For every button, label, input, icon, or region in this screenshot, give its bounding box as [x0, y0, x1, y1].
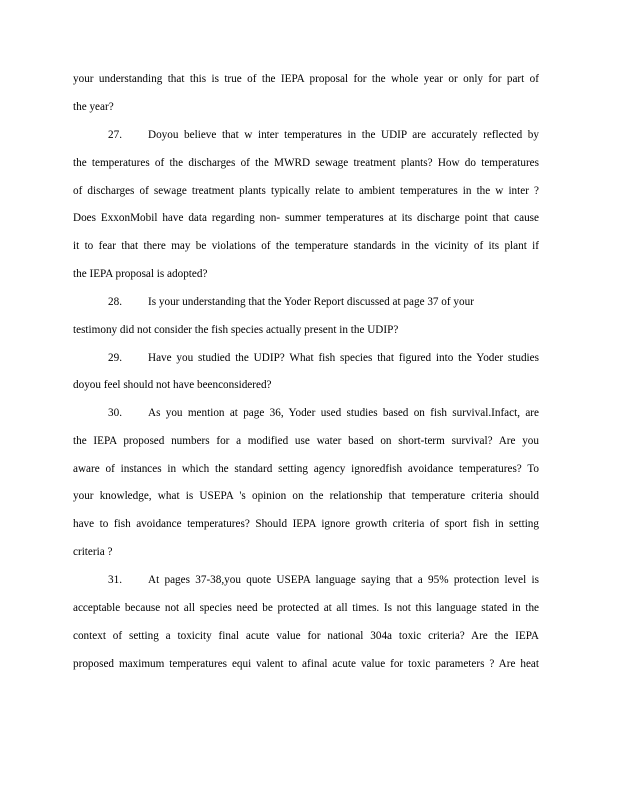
text-line: the temperatures of the discharges of the MWRD sewage treatment plants? How do temperatures	[73, 157, 539, 169]
question-number: 31.	[108, 574, 122, 586]
text-line: criteria ?	[73, 546, 113, 558]
question-27-first-line	[108, 127, 539, 143]
question-number: 28.	[108, 296, 122, 308]
question-31-first-line	[108, 572, 539, 588]
text-line: the IEPA proposed numbers for a modified use water based on short-term survival? Are you	[73, 435, 539, 447]
text-line: the IEPA proposal is adopted?	[73, 268, 208, 280]
text-line: doyou feel should not have beenconsidered?	[73, 379, 272, 391]
text-line: Does ExxonMobil have data regarding non- summer temperatures at its discharge point that cause	[73, 212, 539, 224]
question-number: 30.	[108, 407, 122, 419]
question-number: 29.	[108, 352, 122, 364]
text-line: At pages 37-38,you quote USEPA language saying that a 95% protection level is	[148, 574, 539, 586]
question-number: 27.	[108, 129, 122, 141]
text-line: have to fish avoidance temperatures? Should IEPA ignore growth criteria of sport fish in setting	[73, 518, 539, 530]
question-29-first-line	[108, 350, 539, 366]
text-line: of discharges of sewage treatment plants typically relate to ambient temperatures in the w inter ?	[73, 185, 539, 197]
question-30-first-line	[108, 405, 539, 421]
text-line: your knowledge, what is USEPA 's opinion on the relationship that temperature criteria should	[73, 490, 539, 502]
text-line: context of setting a toxicity final acute value for national 304a toxic criteria? Are the IEPA	[73, 630, 539, 642]
text-line: acceptable because not all species need be protected at all times. Is not this language stated in the	[73, 602, 539, 614]
text-line: Is your understanding that the Yoder Report discussed at page 37 of your	[148, 296, 474, 308]
text-line: testimony did not consider the fish species actually present in the UDIP?	[73, 324, 399, 336]
text-line: the year?	[73, 101, 114, 113]
text-line: As you mention at page 36, Yoder used studies based on fish survival.Infact, are	[148, 407, 539, 419]
text-line: aware of instances in which the standard setting agency ignoredfish avoidance temperatures? To	[73, 463, 539, 475]
text-line: Doyou believe that w inter temperatures in the UDIP are accurately reflected by	[148, 129, 539, 141]
text-line: your understanding that this is true of the IEPA proposal for the whole year or only for part of	[73, 73, 539, 85]
text-line: it to fear that there may be violations of the temperature standards in the vicinity of its plant if	[73, 240, 539, 252]
question-28-first-line	[108, 294, 539, 310]
text-line: Have you studied the UDIP? What fish species that figured into the Yoder studies	[148, 352, 539, 364]
text-line: proposed maximum temperatures equi valent to afinal acute value for toxic parameters ? Are heat	[73, 658, 539, 670]
